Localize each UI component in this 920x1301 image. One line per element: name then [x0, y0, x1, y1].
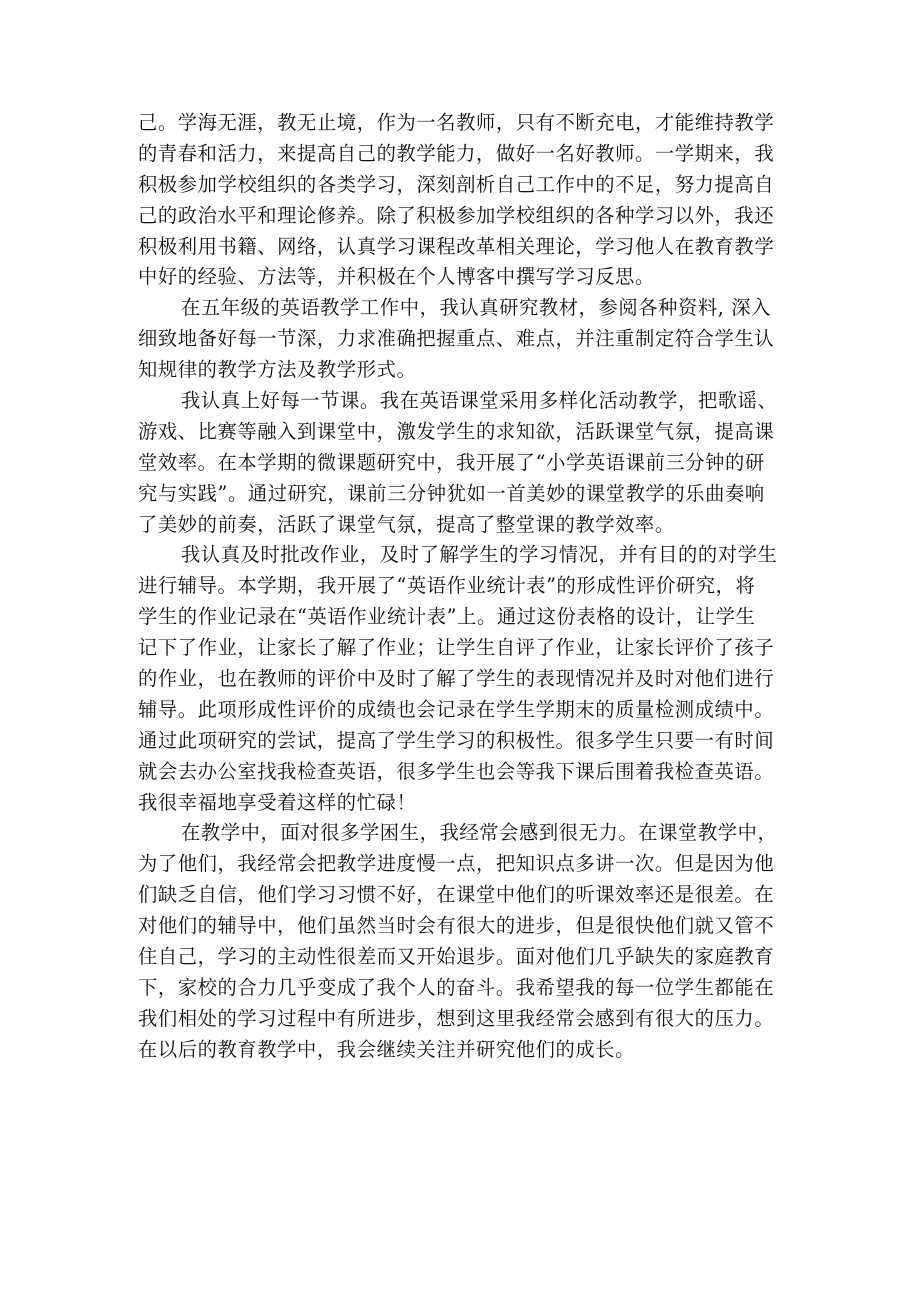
text-line: 究与实践”。通过研究，课前三分钟犹如一首美妙的课堂教学的乐曲奏响	[138, 481, 765, 505]
text-line: 辅导。此项形成性评价的成绩也会记录在学生学期末的质量检测成绩中。	[138, 697, 775, 721]
document-body	[138, 108, 788, 1066]
paragraph	[138, 818, 788, 1065]
text-line: 在教学中，面对很多学困生，我经常会感到很无力。在课堂教学中，	[181, 821, 778, 845]
paragraph	[138, 108, 788, 293]
text-line: 记下了作业，让家长了解了作业；让学生自评了作业，让家长评价了孩子	[138, 636, 775, 660]
paragraph	[138, 540, 788, 818]
text-line: 我认真上好每一节课。我在英语课堂采用多样化活动教学，把歌谣、	[181, 389, 778, 413]
text-line: 堂效率。在本学期的微课题研究中，我开展了“小学英语课前三分钟的研	[138, 450, 765, 474]
text-line: 住自己，学习的主动性很差而又开始退步。面对他们几乎缺失的家庭教育	[138, 945, 775, 969]
text-line: 在以后的教育教学中，我会继续关注并研究他们的成长。	[138, 1037, 636, 1061]
paragraph	[138, 293, 788, 386]
text-line: 知规律的教学方法及教学形式。	[138, 358, 417, 382]
text-line: 积极参加学校组织的各类学习，深刻剖析自己工作中的不足，努力提高自	[138, 172, 775, 196]
text-line: 了美妙的前奏，活跃了课堂气氛，提高了整堂课的教学效率。	[138, 512, 675, 536]
text-line: 己。学海无涯，教无止境，作为一名教师，只有不断充电，才能维持教学	[138, 111, 775, 134]
text-line: 为了他们，我经常会把教学进度慢一点，把知识点多讲一次。但是因为他	[138, 852, 775, 876]
text-line: 通过此项研究的尝试，提高了学生学习的积极性。很多学生只要一有时间	[138, 728, 775, 752]
text-line: 们缺乏自信，他们学习习惯不好，在课堂中他们的听课效率还是很差。在	[138, 883, 775, 907]
text-line: 我们相处的学习过程中有所进步，想到这里我经常会感到有很大的压力。	[138, 1006, 775, 1030]
text-line: 的作业，也在教师的评价中及时了解了学生的表现情况并及时对他们进行	[138, 667, 775, 691]
text-line: 中好的经验、方法等，并积极在个人博客中撰写学习反思。	[138, 265, 655, 289]
text-line: 我认真及时批改作业，及时了解学生的学习情况，并有目的的对学生	[181, 543, 778, 567]
text-line: 下，家校的合力几乎变成了我个人的奋斗。我希望我的每一位学生都能在	[138, 975, 775, 999]
text-line: 游戏、比赛等融入到课堂中，激发学生的求知欲，活跃课堂气氛，提高课	[138, 419, 775, 443]
text-line: 己的政治水平和理论修养。除了积极参加学校组织的各种学习以外，我还	[138, 203, 775, 227]
text-line: 就会去办公室找我检查英语，很多学生也会等我下课后围着我检查英语。	[138, 759, 775, 783]
text-line: 细致地备好每一节深，力求准确把握重点、难点，并注重制定符合学生认	[138, 327, 775, 351]
text-line: 在五年级的英语教学工作中，我认真研究教材，参阅各种资料, 深入	[181, 296, 772, 320]
text-line: 我很幸福地享受着这样的忙碌！	[138, 790, 417, 814]
text-line: 积极利用书籍、网络，认真学习课程改革相关理论，学习他人在教育教学	[138, 234, 775, 258]
text-line: 对他们的辅导中，他们虽然当时会有很大的进步，但是很快他们就又管不	[138, 914, 775, 938]
text-line: 学生的作业记录在“英语作业统计表”上。通过这份表格的设计，让学生	[138, 605, 756, 629]
paragraph	[138, 386, 788, 540]
text-line: 的青春和活力，来提高自己的教学能力，做好一名好教师。一学期来，我	[138, 141, 775, 165]
text-line: 进行辅导。本学期，我开展了“英语作业统计表”的形成性评价研究，将	[138, 574, 756, 598]
